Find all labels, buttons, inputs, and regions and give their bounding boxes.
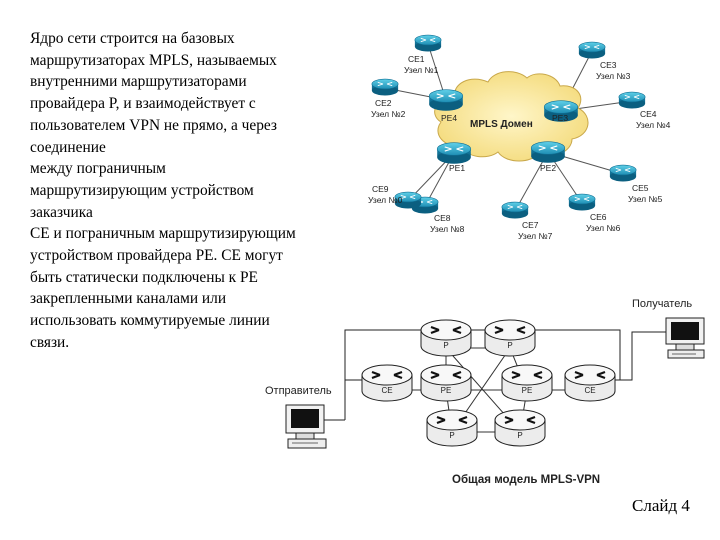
router-type-label: PE: [521, 386, 533, 395]
ce-node-label: Узел №8: [430, 224, 465, 234]
slide-number: Слайд 4: [632, 496, 690, 515]
bottom-routers: [362, 320, 615, 446]
pe-label: PE2: [540, 163, 557, 173]
text-line: между пограничным: [30, 160, 166, 178]
router-type-label: P: [449, 431, 455, 440]
p-router-icon: [485, 320, 535, 356]
text-line: пользователем VPN не прямо, а через: [30, 116, 278, 134]
text-line: Ядро сети строится на базовых: [30, 30, 235, 47]
text-line: маршрутизирующим устройством: [30, 181, 254, 199]
ce-router-icon: [372, 79, 398, 95]
ce-router-icon: [619, 92, 645, 108]
bottom-caption: Общая модель MPLS-VPN: [452, 474, 601, 486]
text-line: использовать коммутируемые линии: [30, 312, 270, 330]
router-type-label: PE: [440, 386, 452, 395]
ce-name-label: CE1: [408, 54, 425, 64]
ce-node-label: Узел №6: [586, 223, 621, 233]
sender-label: Отправитель: [265, 385, 332, 397]
pe-router-icon: [429, 90, 463, 111]
text-line: связи.: [30, 333, 70, 351]
pe-router-icon: [502, 365, 552, 401]
p-router-icon: [421, 320, 471, 356]
router-type-label: CE: [381, 386, 393, 395]
text-line: соединение: [30, 138, 106, 156]
bottom-network-diagram: [265, 298, 704, 486]
ce-name-label: CE7: [522, 220, 539, 230]
text-line: заказчика: [30, 203, 93, 221]
text-line: быть статически подключены к PE: [30, 268, 258, 286]
router-type-label: P: [443, 341, 449, 350]
ce-name-label: CE2: [375, 98, 392, 108]
cloud-label: MPLS Домен: [470, 119, 533, 130]
ce-node-label: Узел №7: [518, 231, 553, 241]
text-line: внутренними маршрутизаторами: [30, 73, 247, 91]
pe-label: PE4: [441, 113, 458, 123]
ce-name-label: CE4: [640, 109, 657, 119]
text-line: маршрутизаторах MPLS, называемых: [30, 51, 277, 69]
ce-node-label: Узел №1: [404, 65, 439, 75]
router-type-label: P: [517, 431, 523, 440]
text-line: закрепленными каналами или: [30, 290, 227, 308]
ce-node-label: Узел №5: [628, 194, 663, 204]
ce-node-label: Узел №0: [368, 195, 403, 205]
text-line: устройством провайдера PE. CE могут: [30, 247, 283, 265]
ce-router-icon: [610, 165, 636, 181]
top-network-diagram: [368, 35, 671, 241]
receiver-label: Получатель: [632, 298, 693, 310]
ce-name-label: CE9: [372, 184, 389, 194]
ce-name-label: CE8: [434, 213, 451, 223]
ce-router-icon: [362, 365, 412, 401]
sender-computer-icon: [286, 405, 326, 448]
text-line: провайдера P, и взаимодействует с: [30, 95, 256, 113]
router-type-label: CE: [584, 386, 596, 395]
ce-node-label: Узел №4: [636, 120, 671, 130]
router-type-label: P: [507, 341, 513, 350]
ce-name-label: CE3: [600, 60, 617, 70]
pe-router-icon: [437, 143, 471, 164]
ce-name-label: CE5: [632, 183, 649, 193]
ce-router-icon: [579, 42, 605, 58]
ce-router-icon: [415, 35, 441, 51]
pe-label: PE1: [449, 163, 466, 173]
receiver-computer-icon: [666, 318, 704, 358]
ce-router-icon: [502, 202, 528, 218]
ce-name-label: CE6: [590, 212, 607, 222]
ce-router-icon: [569, 194, 595, 210]
p-router-icon: [427, 410, 477, 446]
bottom-wire: [620, 332, 666, 380]
ce-node-label: Узел №3: [596, 71, 631, 81]
pe-label: PE3: [552, 113, 569, 123]
ce-node-label: Узел №2: [371, 109, 406, 119]
p-router-icon: [495, 410, 545, 446]
pe-router-icon: [531, 142, 565, 163]
pe-router-icon: [421, 365, 471, 401]
text-line: CE и пограничным маршрутизирующим: [30, 225, 296, 243]
ce-router-icon: [565, 365, 615, 401]
